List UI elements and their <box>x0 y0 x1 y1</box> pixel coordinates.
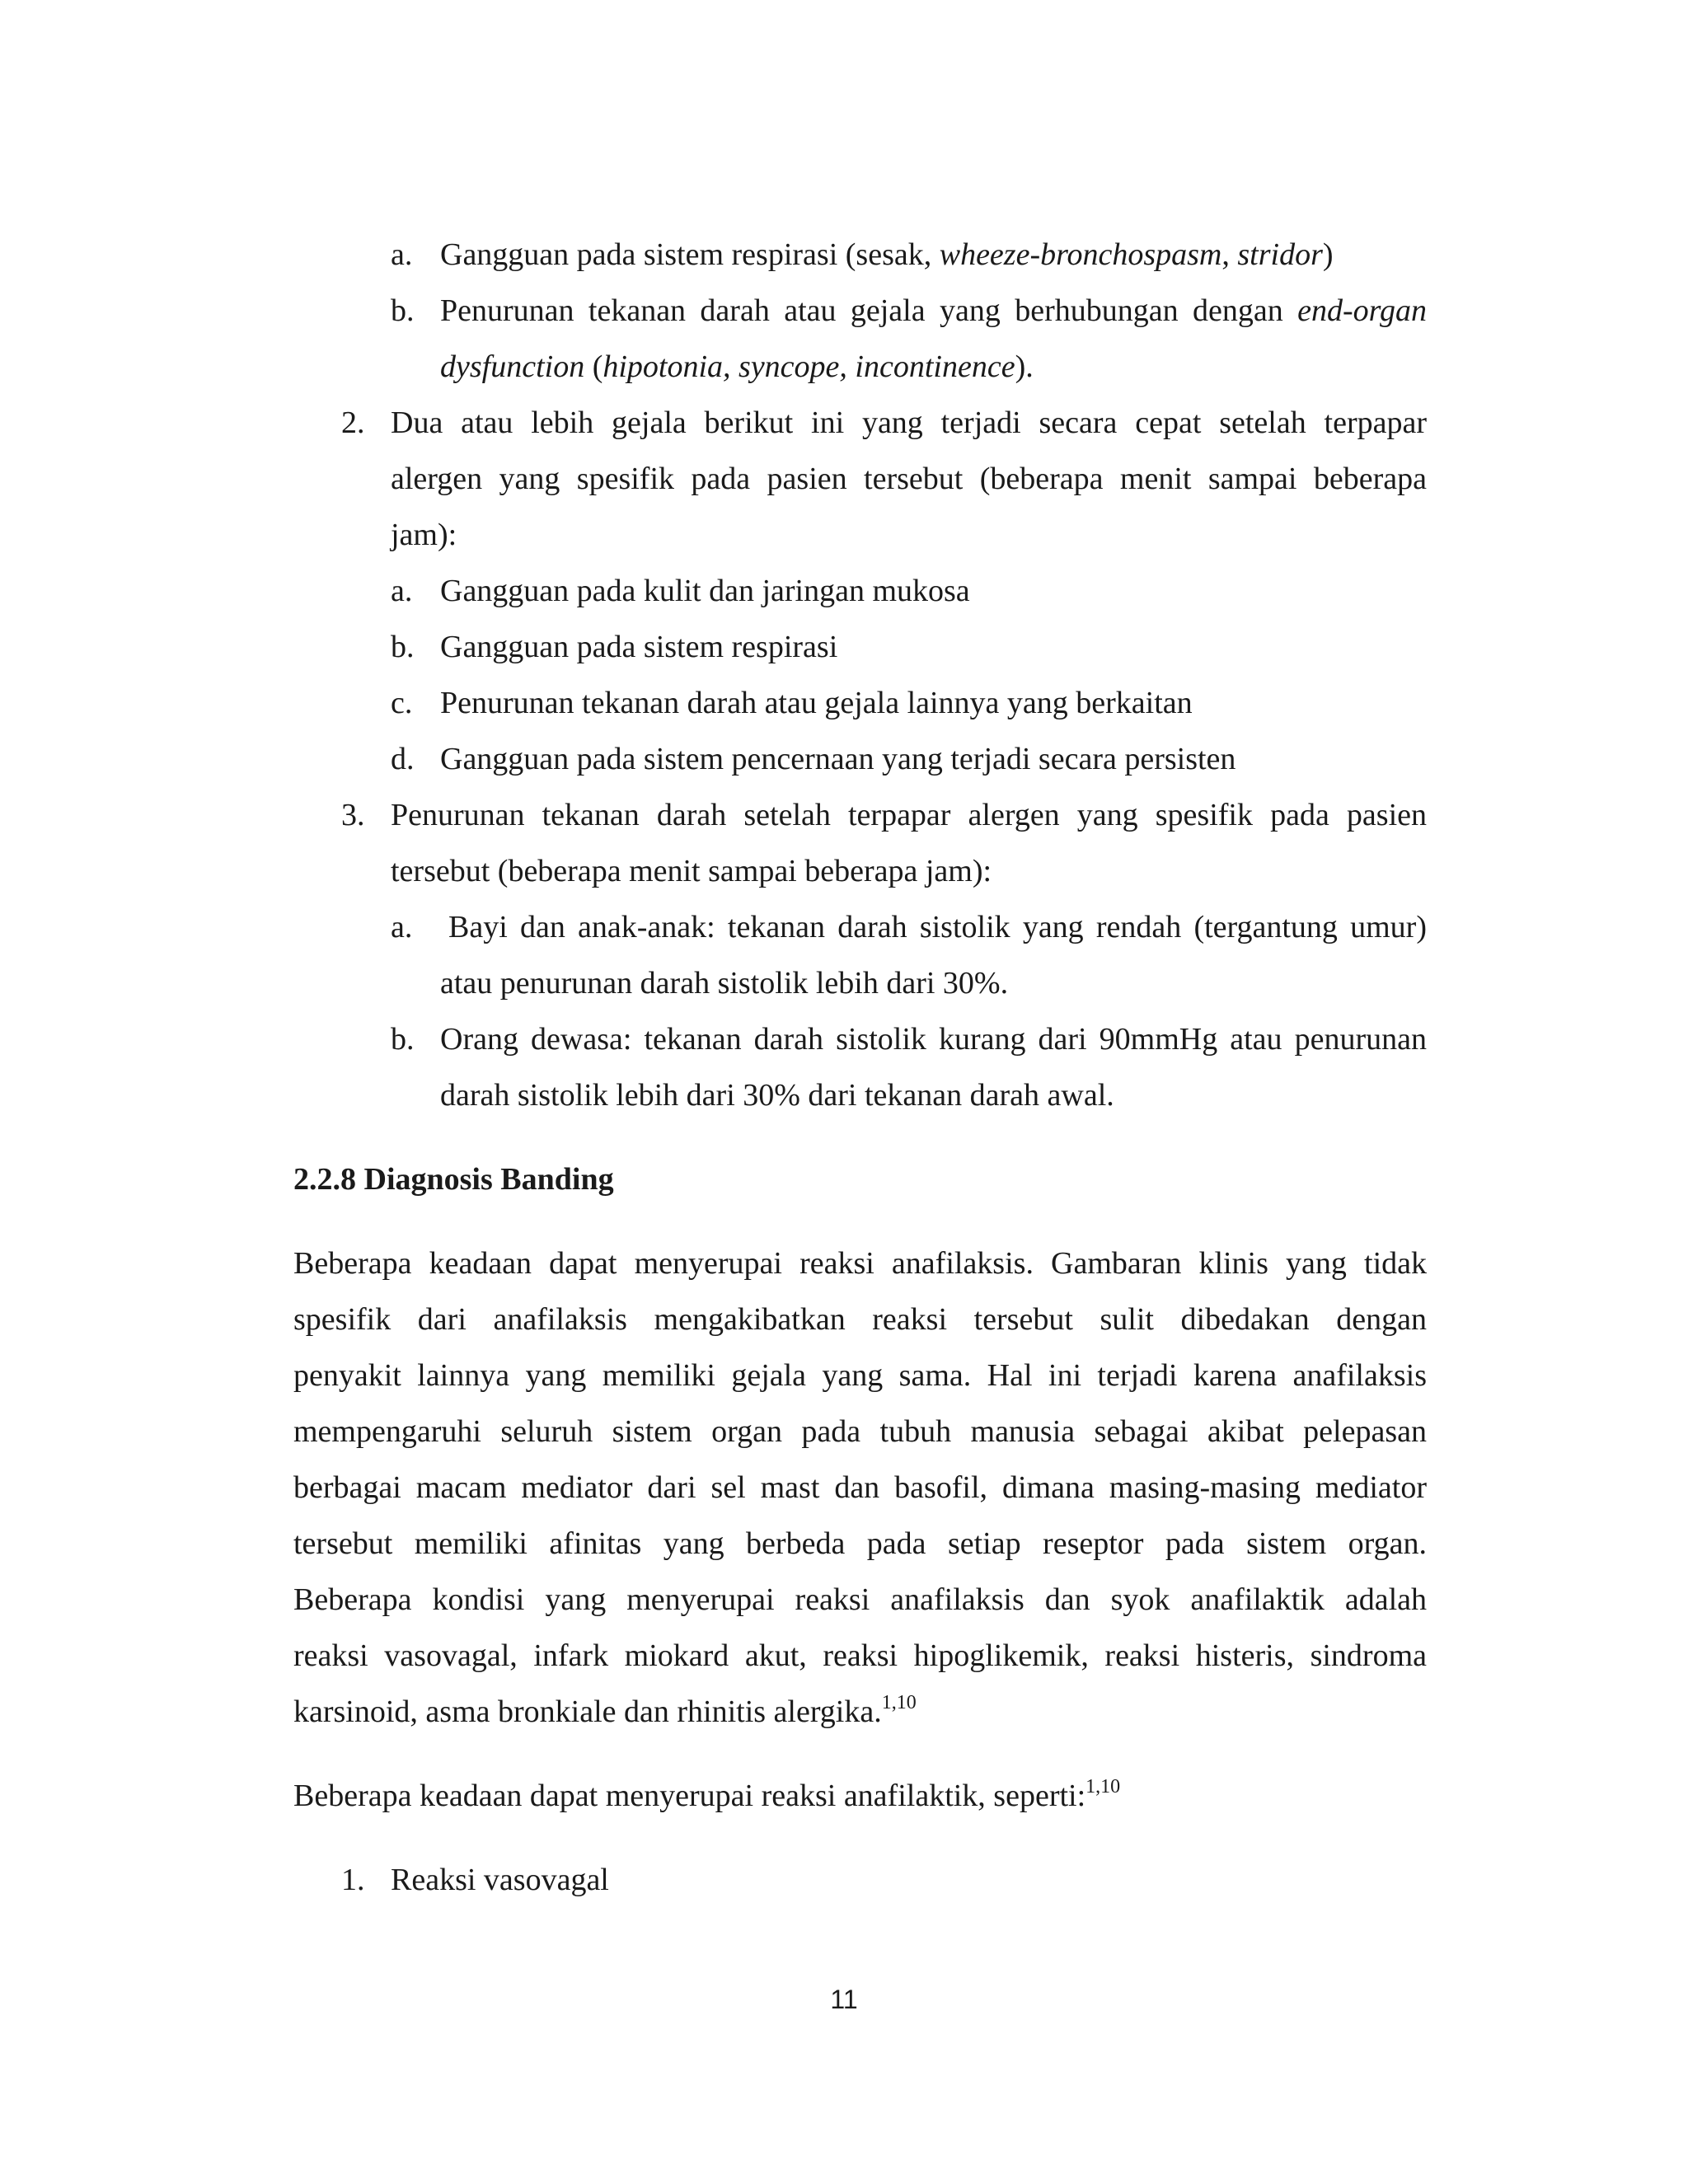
paragraph-line: Beberapa kondisi yang menyerupai reaksi anafilaksis dan syok anafilaktik adalah <box>293 1582 1427 1617</box>
list-marker: 3. <box>341 798 365 832</box>
section-heading: 2.2.8 Diagnosis Banding <box>293 1162 614 1197</box>
list-item-text <box>440 235 1334 274</box>
text-run: karsinoid, asma bronkiale dan rhinitis alergika. <box>293 1694 882 1729</box>
list-item-text: jam): <box>391 518 457 552</box>
paragraph-line: berbagai macam mediator dari sel mast dan basofil, dimana masing-masing mediator <box>293 1470 1427 1505</box>
italic-term: end-organ <box>1297 293 1427 328</box>
list-item-text <box>440 291 1427 330</box>
citation-ref: 1,10 <box>1085 1776 1121 1797</box>
list-item-text: Penurunan tekanan darah atau gejala lainnya yang berkaitan <box>440 686 1193 720</box>
list-item-text: Orang dewasa: tekanan darah sistolik kurang dari 90mmHg atau penurunan <box>440 1022 1427 1057</box>
list-marker: d. <box>391 742 415 776</box>
text-run: ) <box>1322 237 1334 272</box>
list-marker: 2. <box>341 405 365 440</box>
text-run: ). <box>1015 349 1034 384</box>
page-number: 11 <box>830 1985 858 2014</box>
list-marker: a. <box>391 237 413 272</box>
list-item-text: Reaksi vasovagal <box>391 1863 609 1897</box>
paragraph-line: penyakit lainnya yang memiliki gejala yang sama. Hal ini terjadi karena anafilaksis <box>293 1358 1427 1393</box>
list-item-text: darah sistolik lebih dari 30% dari tekanan darah awal. <box>440 1078 1114 1113</box>
paragraph-line <box>293 1692 917 1732</box>
paragraph-line <box>293 1776 1120 1816</box>
list-item-text: tersebut (beberapa menit sampai beberapa jam): <box>391 854 992 888</box>
list-marker: b. <box>391 630 415 664</box>
citation-ref: 1,10 <box>881 1692 917 1713</box>
italic-term: dysfunction <box>440 349 585 384</box>
list-item-text: Gangguan pada sistem pencernaan yang terjadi secara persisten <box>440 742 1236 776</box>
list-marker: c. <box>391 686 413 720</box>
paragraph-line: spesifik dari anafilaksis mengakibatkan reaksi tersebut sulit dibedakan dengan <box>293 1302 1427 1337</box>
list-item-text: Penurunan tekanan darah setelah terpapar alergen yang spesifik pada pasien <box>391 798 1427 832</box>
list-item-text: alergen yang spesifik pada pasien tersebut (beberapa menit sampai beberapa <box>391 462 1427 496</box>
list-marker: b. <box>391 1022 415 1057</box>
list-marker: a. <box>391 574 413 608</box>
list-item-text: Gangguan pada kulit dan jaringan mukosa <box>440 574 970 608</box>
list-item-text: Gangguan pada sistem respirasi <box>440 630 838 664</box>
paragraph-line: Beberapa keadaan dapat menyerupai reaksi anafilaksis. Gambaran klinis yang tidak <box>293 1246 1427 1281</box>
list-item-text: Dua atau lebih gejala berikut ini yang terjadi secara cepat setelah terpapar <box>391 405 1427 440</box>
list-marker: 1. <box>341 1863 365 1897</box>
paragraph-line: reaksi vasovagal, infark miokard akut, reaksi hipoglikemik, reaksi histeris, sindroma <box>293 1638 1427 1673</box>
list-item-text-continued <box>440 347 1034 387</box>
text-run: , <box>1221 237 1238 272</box>
italic-term: stridor <box>1237 237 1323 272</box>
text-run: Beberapa keadaan dapat menyerupai reaksi anafilaktik, seperti: <box>293 1779 1086 1813</box>
list-marker: a. <box>391 910 413 944</box>
italic-term: wheeze-bronchospasm <box>939 237 1222 272</box>
italic-term: hipotonia, syncope, incontinence <box>603 349 1015 384</box>
text-run: ( <box>584 349 603 384</box>
list-item-text: Bayi dan anak-anak: tekanan darah sistolik yang rendah (tergantung umur) <box>448 910 1427 944</box>
paragraph-line: mempengaruhi seluruh sistem organ pada tubuh manusia sebagai akibat pelepasan <box>293 1414 1427 1449</box>
text-run: Gangguan pada sistem respirasi (sesak, <box>440 237 940 272</box>
text-run: Penurunan tekanan darah atau gejala yang berhubungan dengan <box>440 293 1298 328</box>
list-item-text: atau penurunan darah sistolik lebih dari 30%. <box>440 966 1009 1001</box>
list-marker: b. <box>391 293 415 328</box>
paragraph-line: tersebut memiliki afinitas yang berbeda pada setiap reseptor pada sistem organ. <box>293 1526 1427 1561</box>
